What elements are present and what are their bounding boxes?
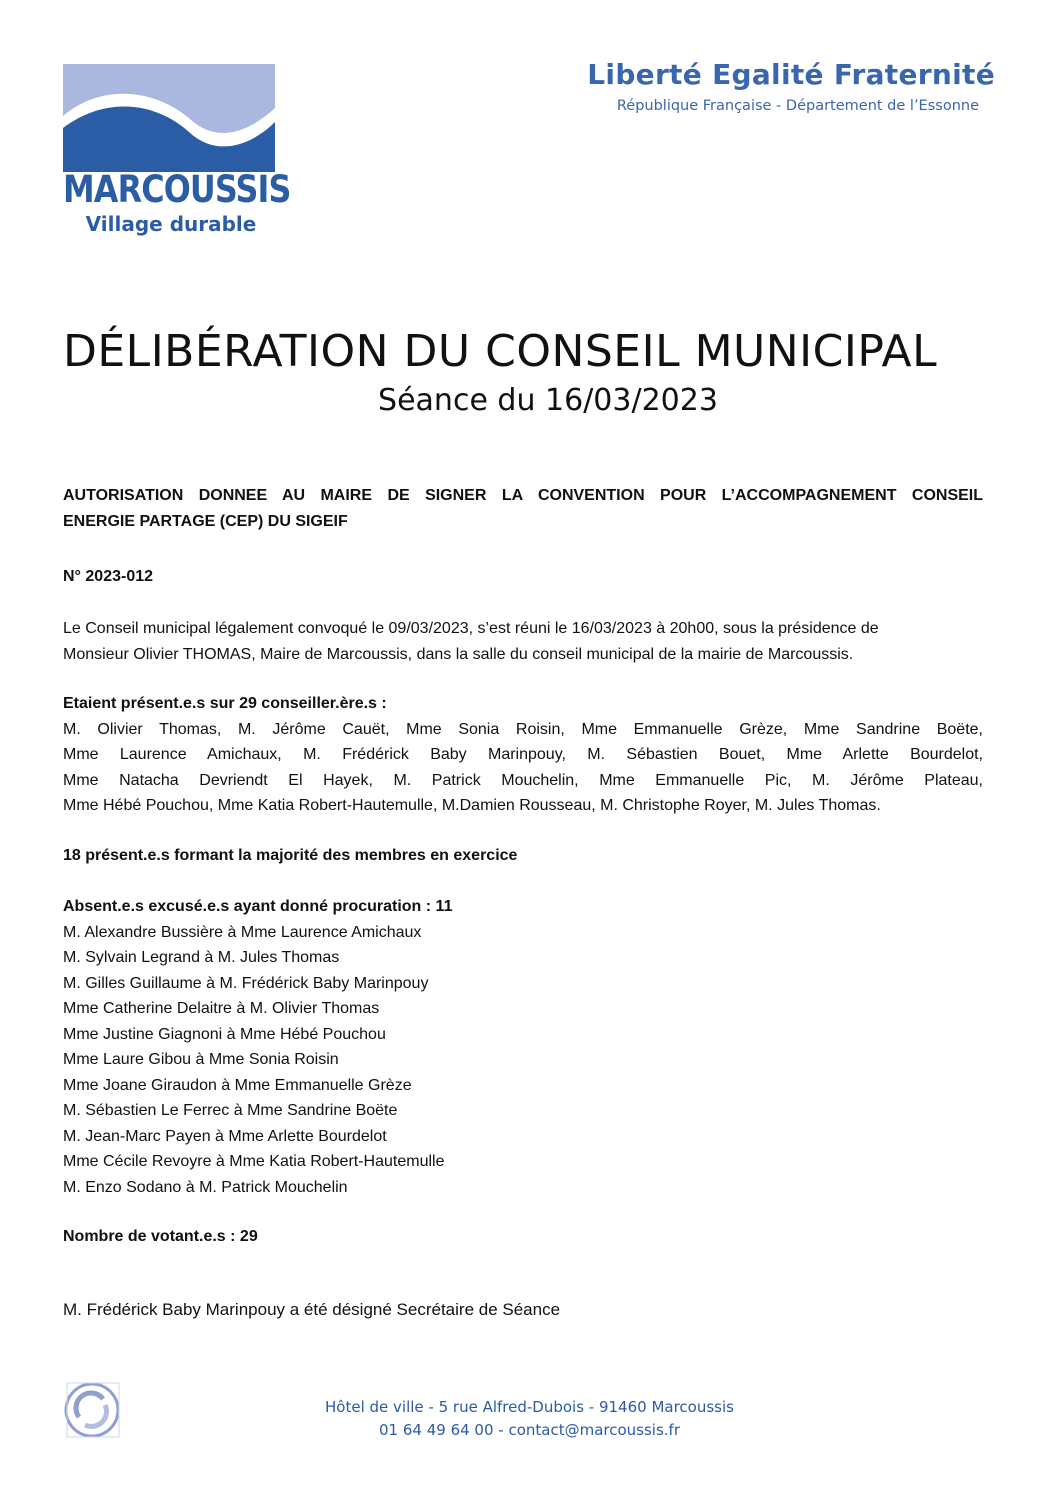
proxy-item: Mme Catherine Delaitre à M. Olivier Thomas <box>63 1000 380 1017</box>
proxy-item: Mme Joane Giraudon à Mme Emmanuelle Grèze <box>63 1076 412 1094</box>
present-heading: Etaient présent.e.s sur 29 conseiller.ère.s : <box>63 695 387 712</box>
proxy-item: Mme Justine Giagnoni à Mme Hébé Pouchou <box>63 1025 386 1043</box>
intro-line: Monsieur Olivier THOMAS, Maire de Marcoussis, dans la salle du conseil municipal de la mairie de Marcoussis. <box>63 645 854 663</box>
republic-motto: Liberté Egalité Fraternité <box>587 58 995 91</box>
present-line: Mme Hébé Pouchou, Mme Katia Robert-Hautemulle, M.Damien Rousseau, M. Christophe Royer, M. Jules Thomas. <box>63 797 881 814</box>
marcoussis-logo <box>63 64 291 242</box>
logo-tagline: Village durable <box>85 212 257 236</box>
present-line: Mme Laurence Amichaux, M. Frédérick Baby Marinpouy, M. Sébastien Bouet, Mme Arlette Bourdelot, <box>63 746 983 763</box>
logo-wave-icon <box>63 64 275 172</box>
intro-line: Le Conseil municipal légalement convoqué le 09/03/2023, s’est réuni le 16/03/2023 à 20h00, sous la présidence de <box>63 620 879 637</box>
logo-name: MARCOUSSIS <box>63 168 291 211</box>
proxy-item: M. Alexandre Bussière à Mme Laurence Amichaux <box>63 923 422 941</box>
deliberation-subject <box>63 483 983 534</box>
session-secretary: M. Frédérick Baby Marinpouy a été désigné Secrétaire de Séance <box>63 1300 561 1319</box>
session-date: Séance du 16/03/2023 <box>378 383 718 418</box>
footer-address: Hôtel de ville - 5 rue Alfred-Dubois - 91460 Marcoussis <box>325 1398 734 1416</box>
proxy-item: M. Sébastien Le Ferrec à Mme Sandrine Boëte <box>63 1102 398 1119</box>
proxy-item: Mme Cécile Revoyre à Mme Katia Robert-Hautemulle <box>63 1153 445 1170</box>
proxy-item: M. Gilles Guillaume à M. Frédérick Baby Marinpouy <box>63 974 429 992</box>
proxy-item: Mme Laure Gibou à Mme Sonia Roisin <box>63 1051 339 1068</box>
absent-heading: Absent.e.s excusé.e.s ayant donné procuration : 11 <box>63 898 453 915</box>
present-line: M. Olivier Thomas, M. Jérôme Cauët, Mme Sonia Roisin, Mme Emmanuelle Grèze, Mme Sandrine Boëte, <box>63 720 983 738</box>
present-line: Mme Natacha Devriendt El Hayek, M. Patrick Mouchelin, Mme Emmanuelle Pic, M. Jérôme Plateau, <box>63 771 983 789</box>
majority-statement: 18 présent.e.s formant la majorité des membres en exercice <box>63 847 518 864</box>
proxy-item: M. Jean-Marc Payen à Mme Arlette Bourdelot <box>63 1127 387 1145</box>
intro-paragraph <box>63 616 983 667</box>
proxy-item: M. Sylvain Legrand à M. Jules Thomas <box>63 949 340 966</box>
republic-department: République Française - Département de l’Essonne <box>616 98 979 114</box>
proxy-item: M. Enzo Sodano à M. Patrick Mouchelin <box>63 1178 348 1196</box>
subject-line: ENERGIE PARTAGE (CEP) DU SIGEIF <box>63 512 348 530</box>
deliberation-number: N° 2023-012 <box>63 568 154 585</box>
present-section <box>63 691 983 819</box>
subject-line: AUTORISATION DONNEE AU MAIRE DE SIGNER LA CONVENTION POUR L’ACCOMPAGNEMENT CONSEIL <box>63 487 983 504</box>
absent-section <box>63 894 983 1200</box>
document-title: DÉLIBÉRATION DU CONSEIL MUNICIPAL <box>63 326 938 377</box>
footer-contact: 01 64 49 64 00 - contact@marcoussis.fr <box>379 1421 680 1439</box>
voters-count: Nombre de votant.e.s : 29 <box>63 1228 258 1245</box>
